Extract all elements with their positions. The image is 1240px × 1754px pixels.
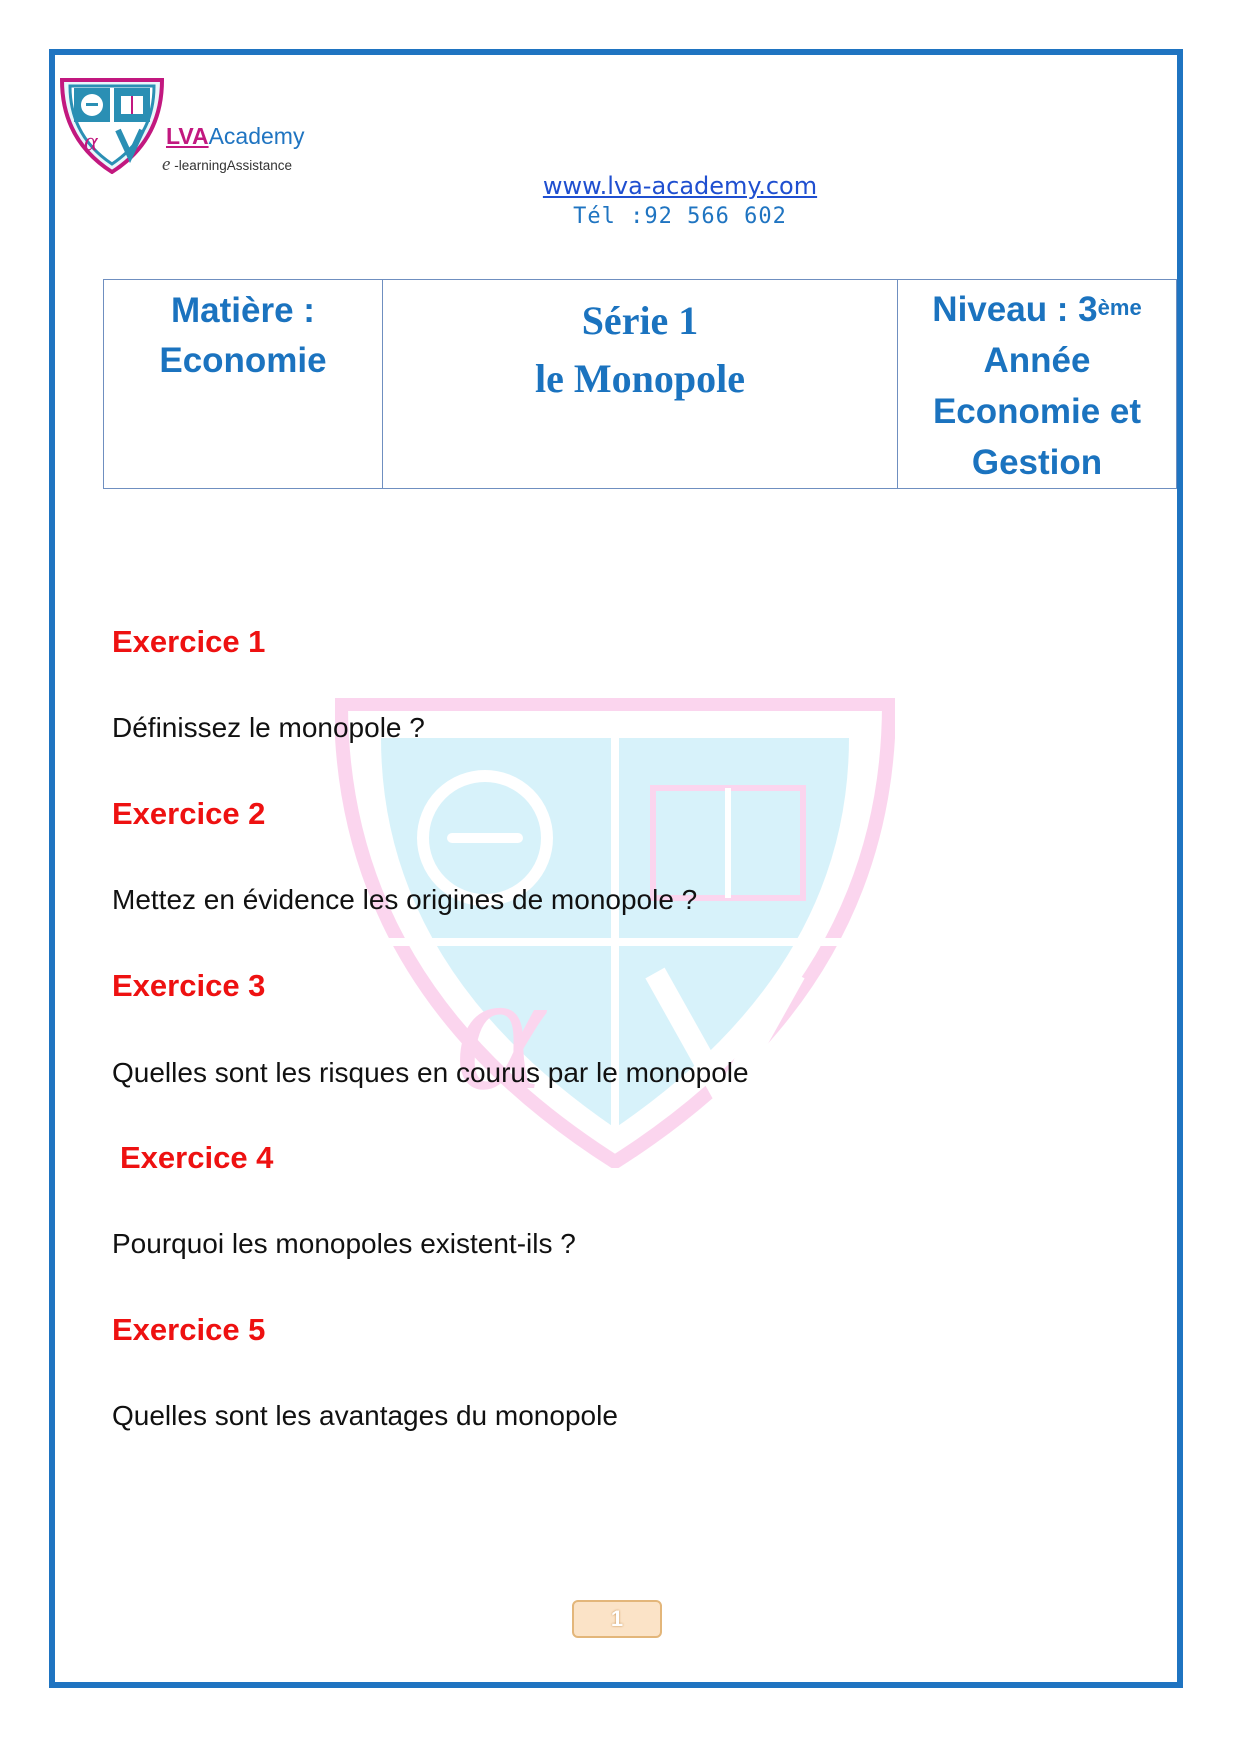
exercise-3-title: Exercice 3 bbox=[112, 968, 266, 1003]
exercise-4-question: Pourquoi les monopoles existent-ils ? bbox=[112, 1228, 576, 1259]
phone-number: Tél :92 566 602 bbox=[573, 204, 787, 229]
lva-academy-logo-icon bbox=[58, 78, 166, 174]
subject-value: Economie bbox=[159, 341, 327, 380]
level-line-2: Année bbox=[983, 341, 1091, 380]
series-topic: le Monopole bbox=[535, 356, 745, 401]
info-table bbox=[103, 279, 1177, 489]
subject-cell bbox=[104, 280, 383, 489]
brand-name bbox=[166, 122, 304, 150]
exercise-2-question: Mettez en évidence les origines de monopole ? bbox=[112, 884, 698, 915]
level-prefix: Niveau : 3 bbox=[932, 290, 1098, 329]
exercise-5-question: Quelles sont les avantages du monopole bbox=[112, 1400, 618, 1431]
exercise-5-title: Exercice 5 bbox=[112, 1312, 266, 1347]
subject-label: Matière : bbox=[171, 291, 315, 330]
page-number: 1 bbox=[572, 1600, 662, 1638]
exercise-2-title: Exercice 2 bbox=[112, 796, 266, 831]
series-title: Série 1 bbox=[581, 298, 699, 343]
level-line-4: Gestion bbox=[971, 443, 1103, 482]
exercise-1-question: Définissez le monopole ? bbox=[112, 712, 425, 743]
svg-text:α: α bbox=[455, 937, 545, 1125]
series-cell bbox=[383, 280, 898, 489]
level-line-1 bbox=[898, 284, 1176, 335]
brand-lva: LVA bbox=[166, 123, 209, 149]
brand-academy: Academy bbox=[208, 123, 305, 149]
level-superscript: ème bbox=[1097, 295, 1142, 320]
level-line-3: Economie et bbox=[932, 392, 1142, 431]
tagline-e: e bbox=[162, 154, 171, 175]
exercise-3-question: Quelles sont les risques en courus par le monopole bbox=[112, 1057, 749, 1088]
svg-text:α: α bbox=[84, 127, 98, 156]
level-cell bbox=[898, 280, 1177, 489]
brand-tagline bbox=[162, 154, 292, 176]
exercise-1-title: Exercice 1 bbox=[112, 624, 266, 659]
exercise-4-title: Exercice 4 bbox=[120, 1140, 274, 1175]
website-link[interactable]: www.lva-academy.com bbox=[542, 172, 818, 200]
tagline-text: -learningAssistance bbox=[174, 158, 293, 173]
shield-watermark-icon bbox=[335, 698, 895, 1168]
